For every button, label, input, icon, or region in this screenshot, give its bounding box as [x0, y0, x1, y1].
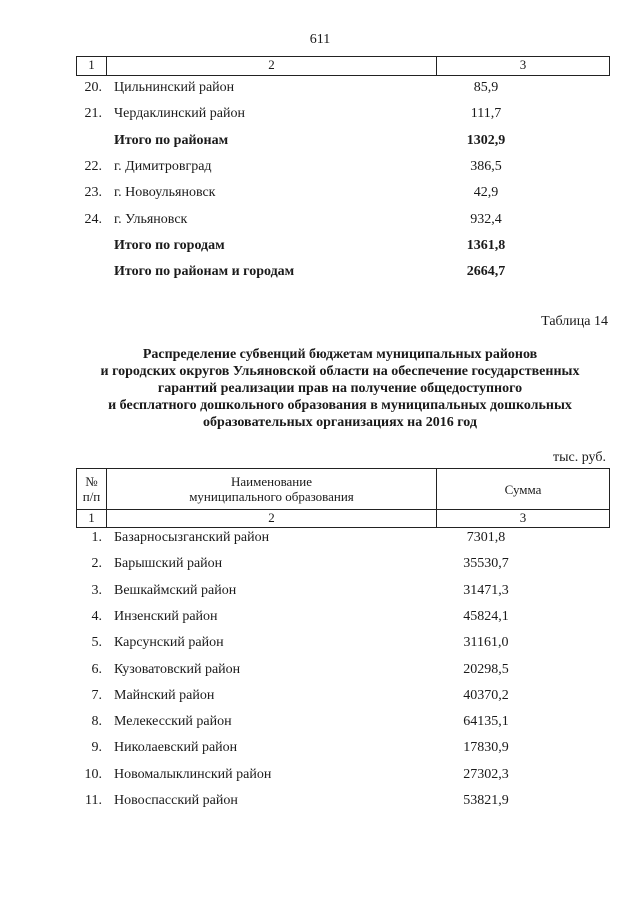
row-name: Карсунский район: [114, 635, 224, 651]
row-name: г. Димитровград: [114, 158, 212, 174]
row-number: 4.: [91, 608, 102, 624]
row-value: 1361,8: [466, 237, 506, 253]
table-row: [0, 238, 640, 258]
table-caption: [60, 346, 620, 431]
row-number: 6.: [91, 661, 102, 677]
unit-label: тыс. руб.: [553, 450, 606, 465]
caption-line: образовательных организациях на 2016 год: [203, 415, 477, 430]
table-row: [0, 80, 640, 100]
table2-header-num: [77, 469, 107, 527]
header-index-2: 2: [268, 510, 275, 525]
row-number: 22.: [84, 158, 102, 174]
row-number: 23.: [84, 185, 102, 201]
row-value: 27302,3: [463, 766, 509, 782]
row-number: 5.: [91, 635, 102, 651]
caption-line: и городских округов Ульяновской области на обеспечение государственных: [100, 364, 580, 379]
row-number: 20.: [84, 80, 102, 95]
table-row: [0, 556, 640, 576]
row-value: 35530,7: [463, 556, 509, 572]
table-row: [0, 662, 640, 682]
row-name: Итого по районам и городам: [114, 264, 295, 280]
row-name: Новомалыклинский район: [114, 766, 272, 782]
row-name: Итого по районам: [114, 132, 229, 148]
row-name: Николаевский район: [114, 740, 238, 756]
table-row: [0, 264, 640, 284]
table-row: [0, 740, 640, 760]
page-number: 611: [309, 32, 331, 47]
row-name: Базарносызганский район: [114, 530, 270, 545]
row-number: 2.: [91, 556, 102, 572]
header-index-1: 1: [88, 510, 95, 525]
header-name-line2: муниципального образования: [189, 489, 354, 504]
row-value: 7301,8: [466, 530, 506, 545]
table2-header: [76, 468, 610, 528]
row-value: 64135,1: [463, 714, 509, 730]
row-number: 8.: [91, 714, 102, 730]
table-row: [0, 714, 640, 734]
row-value: 45824,1: [463, 608, 509, 624]
row-value: 386,5: [470, 158, 502, 174]
row-name: Майнский район: [114, 687, 215, 703]
header-num-line2: п/п: [82, 489, 101, 504]
row-name: Барышский район: [114, 556, 223, 572]
table-row: [0, 635, 640, 655]
table-row: [0, 185, 640, 205]
row-name: Инзенский район: [114, 608, 218, 624]
row-number: 1.: [91, 530, 102, 545]
table-row: [0, 583, 640, 603]
table-row: [0, 793, 640, 813]
table1-header-col1: 1: [77, 57, 107, 75]
table2-header-sum: [437, 469, 609, 527]
row-name: г. Новоульяновск: [114, 185, 216, 201]
caption-line: и бесплатного дошкольного образования в муниципальных дошкольных: [108, 398, 572, 413]
table1-header: [76, 56, 610, 76]
row-value: 111,7: [470, 106, 502, 122]
row-value: 1302,9: [466, 132, 506, 148]
row-number: 3.: [91, 582, 102, 598]
table-row: [0, 688, 640, 708]
row-value: 2664,7: [466, 264, 506, 280]
table-row: [0, 767, 640, 787]
row-name: Мелекесский район: [114, 714, 232, 730]
header-name-line1: Наименование: [231, 474, 312, 489]
header-sum: Сумма: [437, 469, 609, 510]
row-number: 9.: [91, 740, 102, 756]
row-value: 20298,5: [463, 661, 509, 677]
row-name: Цильнинский район: [114, 80, 235, 95]
row-value: 42,9: [473, 185, 499, 201]
row-number: 7.: [91, 687, 102, 703]
row-name: Итого по городам: [114, 237, 225, 253]
row-value: 53821,9: [463, 793, 509, 808]
row-number: 24.: [84, 211, 102, 227]
row-name: г. Ульяновск: [114, 211, 188, 227]
table2-header-name: [107, 469, 437, 527]
table-row: [0, 133, 640, 153]
table-row: [0, 609, 640, 629]
table-row: [0, 530, 640, 550]
table-row: [0, 159, 640, 179]
table1-header-col3: 3: [519, 57, 527, 72]
caption-line: гарантий реализации прав на получение общедоступного: [157, 381, 523, 396]
row-value: 31161,0: [463, 635, 509, 651]
row-name: Кузоватовский район: [114, 661, 241, 677]
row-value: 40370,2: [463, 687, 509, 703]
row-value: 932,4: [470, 211, 502, 227]
table-row: [0, 106, 640, 126]
row-name: Вешкаймский район: [114, 582, 237, 598]
table1-header-col2: 2: [107, 57, 437, 75]
row-name: Чердаклинский район: [114, 106, 245, 122]
row-value: 17830,9: [463, 740, 509, 756]
row-number: 21.: [84, 106, 102, 122]
table-label: Таблица 14: [541, 314, 608, 329]
header-num-line1: №: [85, 474, 98, 489]
row-value: 85,9: [473, 80, 499, 95]
row-number: 10.: [84, 766, 102, 782]
row-value: 31471,3: [463, 582, 509, 598]
table-row: [0, 212, 640, 232]
row-name: Новоспасский район: [114, 793, 238, 808]
header-index-3: 3: [519, 510, 527, 525]
caption-line: Распределение субвенций бюджетам муниципальных районов: [142, 347, 538, 362]
row-number: 11.: [85, 793, 102, 808]
